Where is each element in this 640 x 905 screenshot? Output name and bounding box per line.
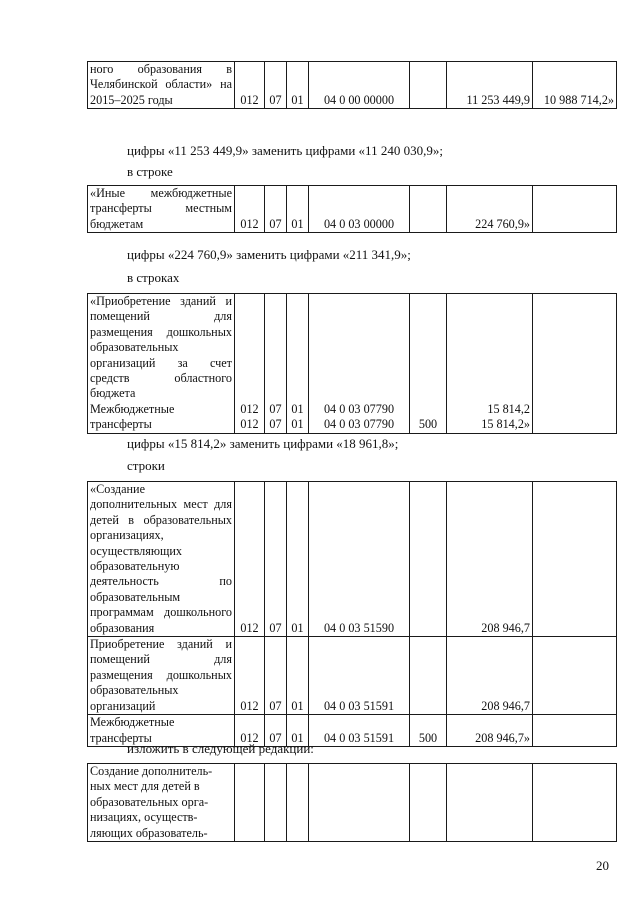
expense-code [410,186,447,233]
table-row [88,482,617,637]
section-code: 07 [265,186,287,233]
row-name [88,294,235,434]
ministry-code: 012 [235,62,265,109]
expense-code [412,402,444,417]
expense-code [410,294,447,434]
section-code: 07 [265,482,287,637]
row-name-line: Приобретение зданий и помещений для размещения дошкольных образовательных организаций [90,637,232,713]
row-name [88,482,235,637]
target-code: 04 0 03 07790 [323,417,395,432]
row-name: ного образования в Челябинской области» на 2015–2025 годы [88,62,235,109]
row-name [88,637,235,715]
row-name-line: Межбюджетные трансферты [90,715,175,745]
expense-code [410,764,447,842]
amount-2 [533,294,617,434]
instruction-text: цифры «11 253 449,9» заменить цифрами «11 240 030,9»; [127,143,443,158]
budget-table-3 [87,293,617,434]
section-code [265,294,287,434]
target-code: 04 0 00 00000 [309,62,410,109]
subsection-code [287,294,309,434]
amount-2 [533,482,617,637]
table-row [88,294,617,434]
target-code: 04 0 03 51591 [309,715,410,747]
amount-1: 11 253 449,9 [447,62,533,109]
amount-2 [533,186,617,233]
target-code [309,764,410,842]
subsection-code: 01 [287,482,309,637]
target-code: 04 0 03 00000 [309,186,410,233]
expense-code: 500 [410,715,447,747]
instruction-text: строки [127,458,165,473]
row-name-line: «Создание дополнительных мест для детей в образовательных организациях, осуществляющих образовательную деятельность по образовательным программам дошкольного образования [90,482,232,635]
instruction-text: в строке [127,164,173,179]
section-code: 07 [269,417,282,432]
ministry-code: 012 [240,401,259,416]
row-name-line: образовательных орга- [90,794,209,809]
subsection-code: 01 [287,637,309,715]
section-code [265,764,287,842]
table-row [88,186,617,233]
table-row [88,764,617,842]
subsection-code: 01 [287,715,309,747]
amount-1: 208 946,7 [447,637,533,715]
ministry-code [235,764,265,842]
amount-1: 208 946,7» [447,715,533,747]
row-name: «Иные межбюджетные трансферты местным бюджетам [88,186,235,233]
amount-2: 10 988 714,2» [533,62,617,109]
instruction-text: изложить в следующей редакции: [127,741,314,756]
expense-code: 500 [418,417,438,432]
row-name-line: ляющих образователь- [90,825,208,840]
amount-1: 224 760,9» [447,186,533,233]
instruction-text: цифры «224 760,9» заменить цифрами «211 341,9»; [127,247,411,262]
amount-1: 15 814,2 [487,401,530,416]
subsection-code: 01 [287,186,309,233]
amount-1: 208 946,7 [447,482,533,637]
table-row [88,637,617,715]
expense-code [410,637,447,715]
target-code [309,294,410,434]
row-name-line: Создание дополнитель- [90,764,213,778]
amount-1 [447,294,533,434]
subsection-code: 01 [291,417,304,432]
ministry-code: 012 [240,417,259,432]
ministry-code: 012 [235,637,265,715]
amount-2 [535,417,614,432]
subsection-code [287,764,309,842]
row-name-line: Межбюджетные трансферты [90,401,175,432]
expense-code [410,62,447,109]
budget-table-4 [87,481,617,747]
page-number: 20 [596,858,609,873]
amount-2 [533,637,617,715]
expense-code [410,482,447,637]
amount-2 [533,715,617,747]
section-code: 07 [269,401,282,416]
subsection-code: 01 [287,62,309,109]
subsection-code: 01 [291,401,304,416]
row-name [88,764,235,842]
instruction-text: цифры «15 814,2» заменить цифрами «18 961,8»; [127,436,399,451]
row-name-line: «Приобретение зданий и помещений для размещения дошкольных образовательных организаций за счет средств областного бюджета [90,294,232,401]
amount-2 [533,764,617,842]
amount-1 [447,764,533,842]
row-name-line: ных мест для детей в [90,779,200,794]
budget-table-5 [87,763,617,842]
budget-table-2 [87,185,617,233]
target-code: 04 0 03 51591 [309,637,410,715]
ministry-code: 012 [235,715,265,747]
section-code: 07 [265,62,287,109]
instruction-text: в строках [127,270,180,285]
target-code: 04 0 03 51590 [309,482,410,637]
section-code: 07 [265,715,287,747]
row-name-line: низациях, осуществ- [90,810,198,825]
ministry-code [235,294,265,434]
budget-table-1 [87,61,617,109]
amount-2 [535,402,614,417]
target-code: 04 0 03 07790 [323,401,395,416]
ministry-code: 012 [235,186,265,233]
table-row [88,62,617,109]
section-code: 07 [265,637,287,715]
ministry-code: 012 [235,482,265,637]
amount-1: 15 814,2» [481,417,530,432]
